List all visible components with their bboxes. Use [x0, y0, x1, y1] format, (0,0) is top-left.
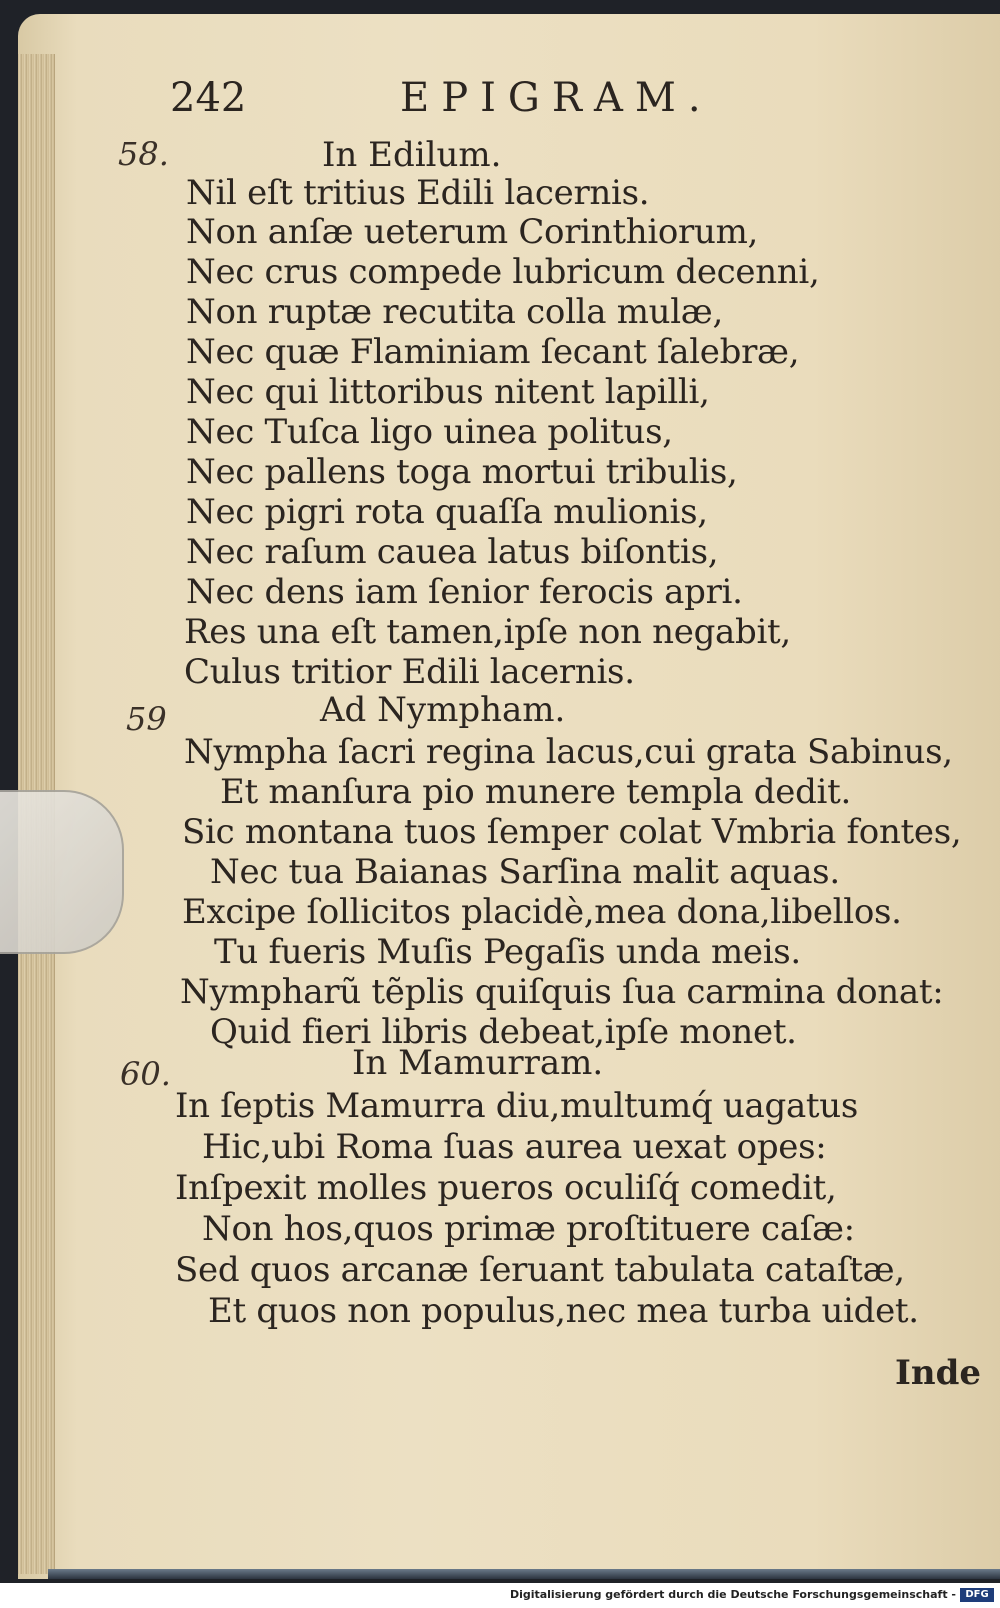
- verse-line: Nil eſt tritius Edili lacernis.: [186, 173, 650, 213]
- verse-line: Excipe ſollicitos placidè,mea dona,libellos.: [182, 892, 902, 932]
- epigram-title: In Edilum.: [322, 135, 502, 175]
- verse-line: Nympharũ tẽplis quiſquis ſua carmina donat:: [180, 972, 944, 1012]
- verse-line: Non anſæ ueterum Corinthiorum,: [186, 212, 759, 252]
- funding-credit: Digitalisierung gefördert durch die Deutsche Forschungsgemeinschaft -: [509, 1588, 956, 1601]
- epigram-number: 59: [126, 700, 167, 738]
- verse-line: Culus tritior Edili lacernis.: [184, 652, 635, 692]
- epigram-title: Ad Nympham.: [320, 690, 566, 730]
- running-title: EPIGRAM.: [400, 75, 713, 121]
- epigram-number: 60.: [120, 1055, 171, 1093]
- verse-line: Nec pigri rota quaſſa mulionis,: [186, 492, 708, 532]
- verse-line: Nec quæ Flaminiam ſecant ſalebræ,: [186, 332, 800, 372]
- verse-line: Sed quos arcanæ ſeruant tabulata cataſtæ,: [175, 1250, 905, 1290]
- dfg-logo-icon: DFG: [960, 1588, 994, 1602]
- verse-line: Non ruptæ recutita colla mulæ,: [186, 292, 723, 332]
- verse-line: Nec dens iam ſenior ferocis apri.: [186, 572, 743, 612]
- verse-line: Nympha ſacri regina lacus,cui grata Sabinus,: [184, 732, 953, 772]
- epigram-number: 58.: [118, 135, 169, 173]
- verse-line: Et quos non populus,nec mea turba uidet.: [208, 1291, 919, 1331]
- verse-line: Nec tua Baianas Sarſina malit aquas.: [210, 852, 840, 892]
- verse-line: Hic,ubi Roma ſuas aurea uexat opes:: [202, 1127, 827, 1167]
- verse-line: Tu fueris Muſis Pegaſis unda meis.: [214, 932, 801, 972]
- verse-line: Non hos,quos primæ proſtituere caſæ:: [202, 1209, 855, 1249]
- verse-line: Et manſura pio munere templa dedit.: [220, 772, 852, 812]
- verse-line: Sic montana tuos ſemper colat Vmbria fontes,: [182, 812, 962, 852]
- verse-line: Nec pallens toga mortui tribulis,: [186, 452, 738, 492]
- page-number: 242: [170, 75, 247, 121]
- verse-line: Nec Tuſca ligo uinea politus,: [186, 412, 673, 452]
- verse-line: Nec qui littoribus nitent lapilli,: [186, 372, 710, 412]
- verse-line: Quid fieri libris debeat,ipſe monet.: [210, 1012, 797, 1052]
- verse-line: Res una eſt tamen,ipſe non negabit,: [184, 612, 791, 652]
- epigram-title: In Mamurram.: [352, 1043, 604, 1083]
- verse-line: Nec raſum cauea latus biſontis,: [186, 532, 719, 572]
- verse-line: In ſeptis Mamurra diu,multumq́ uagatus: [175, 1086, 859, 1126]
- catchword: Inde: [895, 1353, 982, 1393]
- verse-line: Nec crus compede lubricum decenni,: [186, 252, 820, 292]
- verse-line: Inſpexit molles pueros oculiſq́ comedit,: [175, 1168, 837, 1208]
- footer-bar: [0, 1583, 1000, 1608]
- page-bottom-edge: [48, 1569, 1000, 1579]
